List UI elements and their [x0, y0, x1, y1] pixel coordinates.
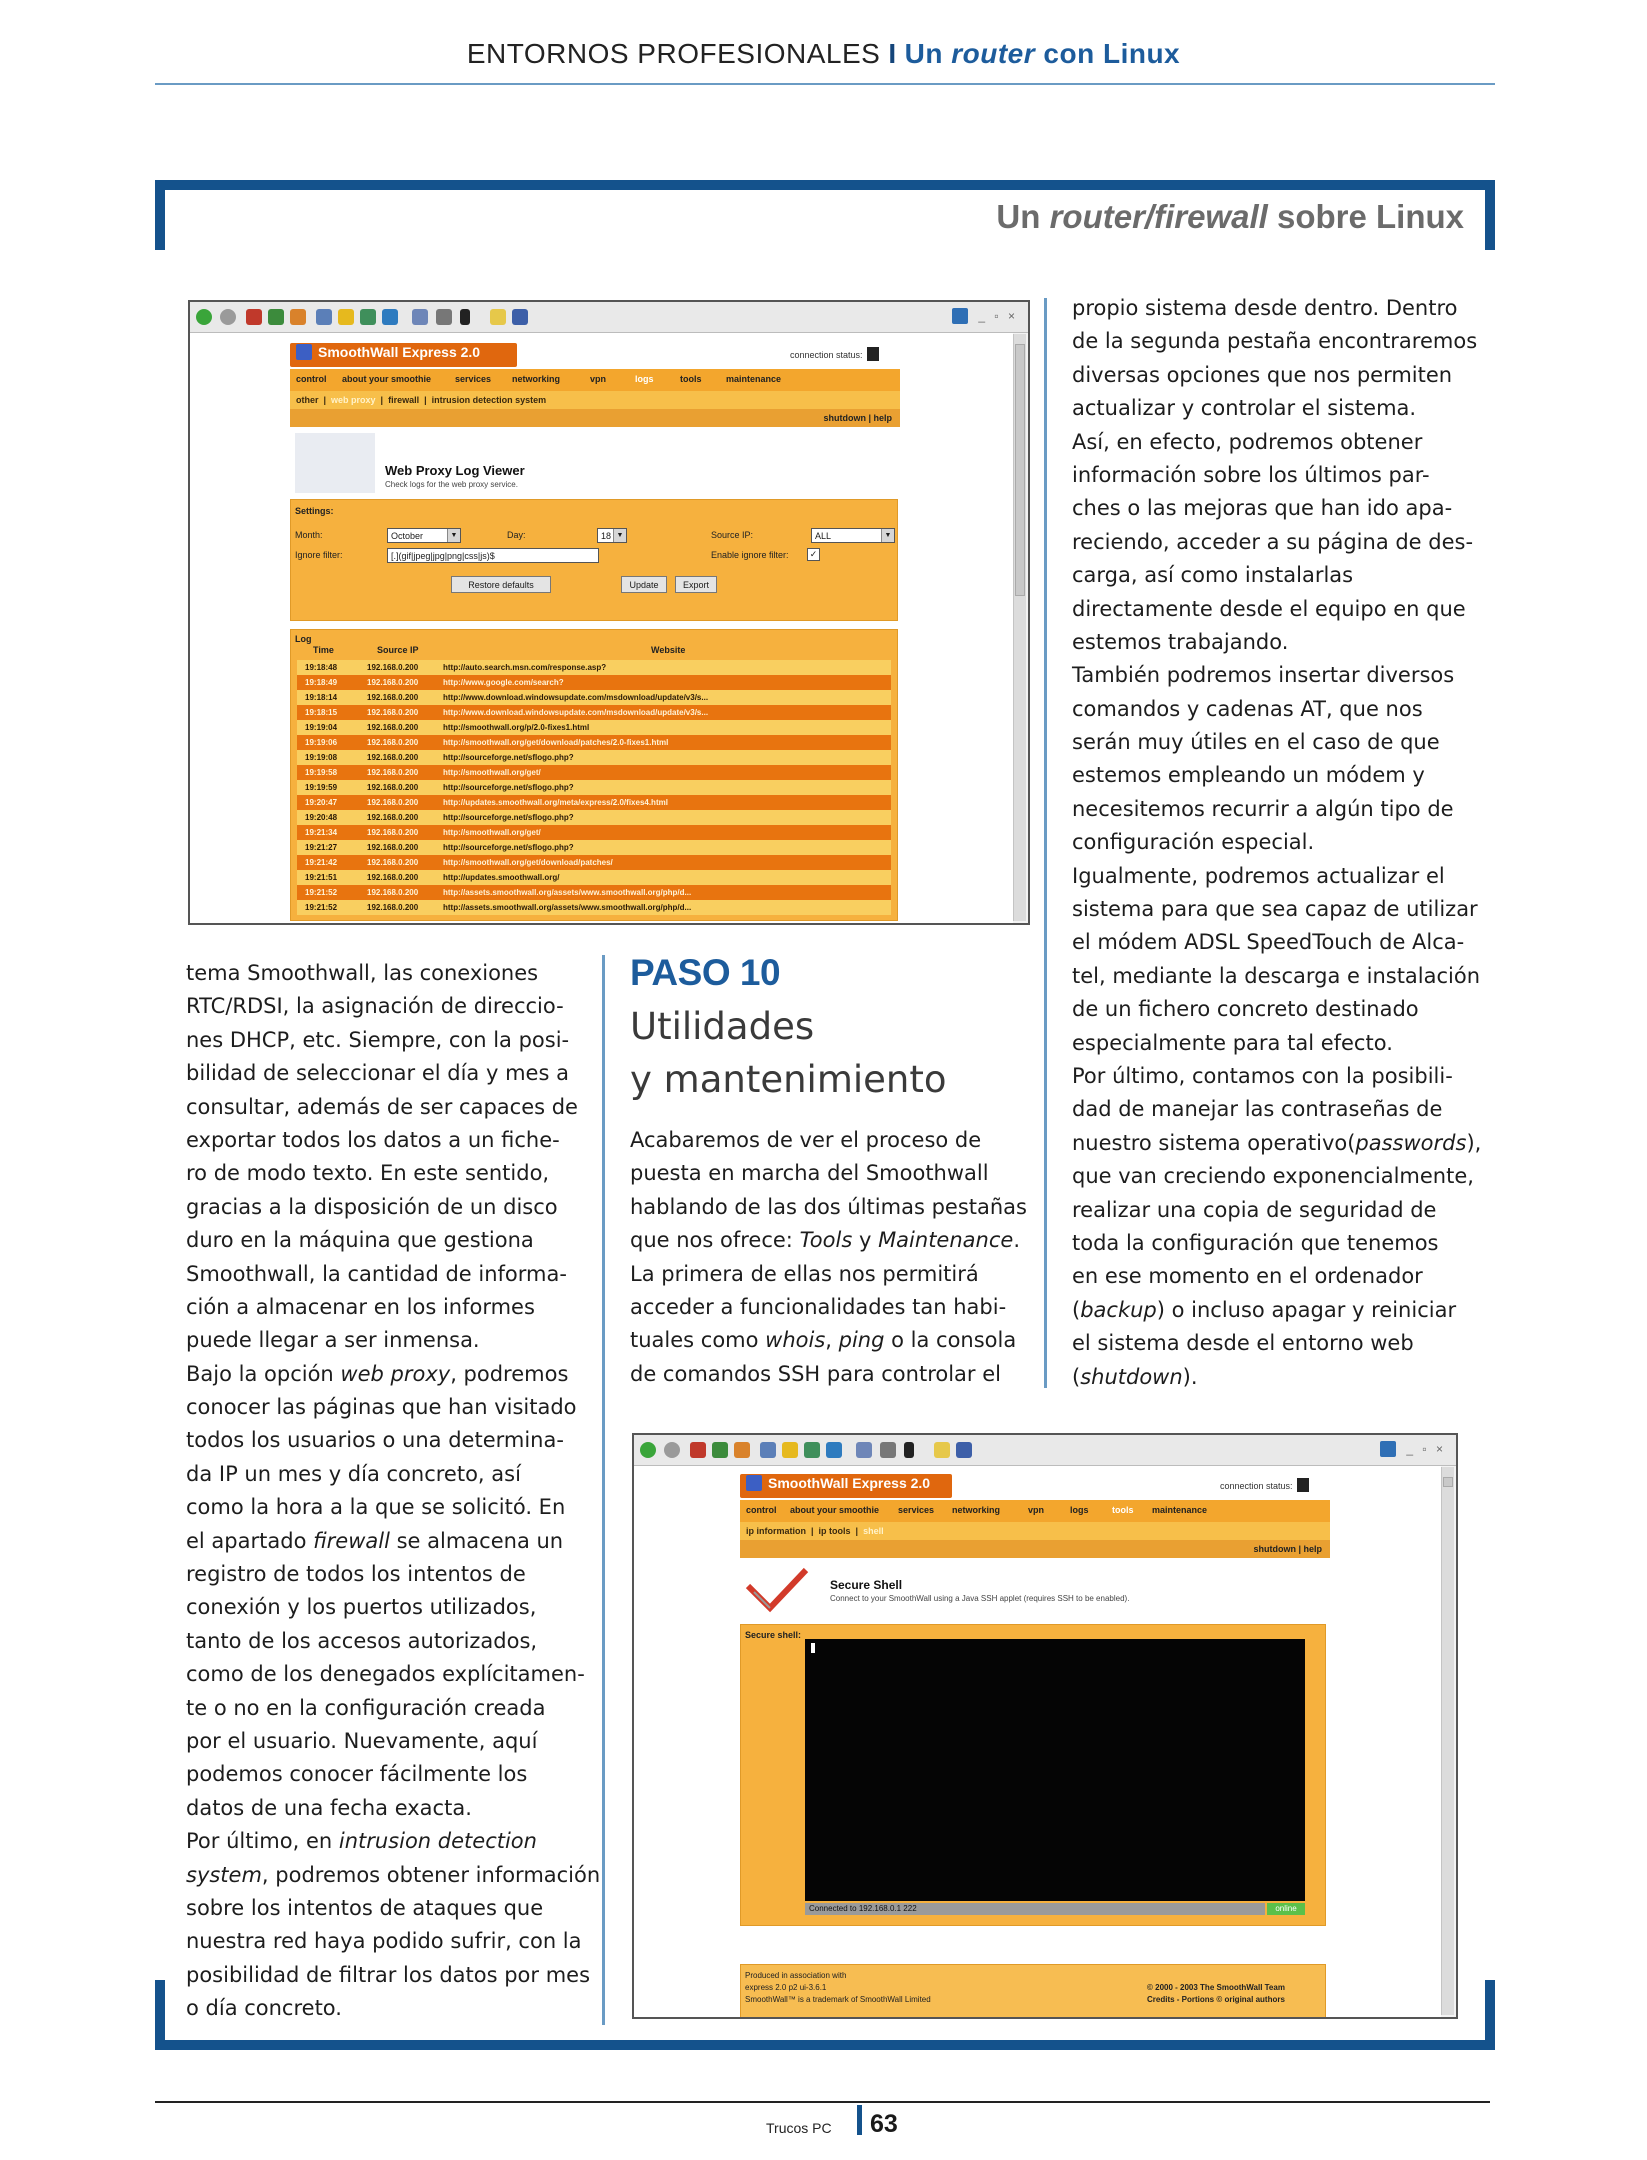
- step-title: [630, 1000, 947, 1106]
- log-cell-site[interactable]: http://smoothwall.org/get/download/patches/2.0-fixes1.html: [443, 738, 669, 747]
- log-cell-time: 19:20:48: [305, 813, 338, 822]
- header-title-part2: router: [951, 38, 1036, 69]
- smoothwall-brand: SmoothWall Express 2.0: [290, 343, 517, 367]
- log-cell-site[interactable]: http://sourceforge.net/sflogo.php?: [443, 753, 574, 762]
- log-viewer-illustration: [295, 433, 375, 493]
- text-line: Bajo la opción web proxy, podremos: [186, 1361, 569, 1386]
- tab-logs[interactable]: logs: [635, 374, 654, 384]
- log-cell-site[interactable]: http://www.download.windowsupdate.com/msdownload/update/v3/s...: [443, 708, 709, 717]
- text-line: estemos trabajando.: [1072, 629, 1289, 654]
- stop-icon[interactable]: [690, 1442, 706, 1458]
- column-divider-left: [602, 955, 605, 2025]
- text-line: Acabaremos de ver el proceso de: [630, 1128, 982, 1152]
- day-select[interactable]: 18 ▼: [597, 528, 627, 543]
- chevron-down-icon: ▼: [613, 529, 626, 542]
- text-line: sobre los intentos de ataques que: [186, 1895, 544, 1920]
- log-table-row: [297, 885, 891, 900]
- header-title-part1: Un: [904, 38, 943, 69]
- text-line: tema Smoothwall, las conexiones: [186, 961, 539, 985]
- media-icon[interactable]: [804, 1442, 820, 1458]
- log-cell-ip: 192.168.0.200: [367, 693, 419, 702]
- tab-vpn[interactable]: vpn: [1028, 1505, 1045, 1515]
- text-line: todos los usuarios o una determina-: [186, 1428, 564, 1453]
- log-cell-site[interactable]: http://updates.smoothwall.org/meta/express/2.0/fixes4.html: [443, 798, 668, 807]
- subnav-web-proxy[interactable]: web proxy: [331, 395, 376, 405]
- log-cell-ip: 192.168.0.200: [367, 798, 419, 807]
- log-cell-site[interactable]: http://www.google.com/search?: [443, 678, 564, 687]
- media-icon[interactable]: [360, 309, 376, 325]
- edit-icon[interactable]: [460, 309, 470, 325]
- scrollbar-thumb[interactable]: [1015, 344, 1025, 596]
- step-number: PASO 10: [630, 952, 781, 993]
- log-cell-site[interactable]: http://sourceforge.net/sflogo.php?: [443, 813, 574, 822]
- log-table-row: [297, 855, 891, 870]
- box-title-part2: router/firewall: [1049, 198, 1268, 235]
- source-ip-select[interactable]: ALL ▼: [811, 528, 895, 543]
- log-cell-site[interactable]: http://assets.smoothwall.org/assets/www.smoothwall.org/php/d...: [443, 888, 692, 897]
- log-cell-time: 19:21:52: [305, 888, 338, 897]
- header-title-part3: con Linux: [1043, 38, 1181, 69]
- forward-icon[interactable]: [220, 309, 236, 325]
- log-table-row: [297, 660, 891, 675]
- text-line: como de los denegados explícitamen-: [186, 1662, 585, 1687]
- text-line: de un fichero concreto destinado: [1072, 997, 1419, 1022]
- log-cell-time: 19:19:58: [305, 768, 338, 777]
- middle-text-column: [630, 1124, 1030, 1391]
- text-line: (shutdown).: [1072, 1364, 1198, 1389]
- back-icon[interactable]: [196, 309, 212, 325]
- box-title: [996, 198, 1464, 236]
- tab-networking[interactable]: networking: [512, 374, 561, 384]
- text-line: reciendo, acceder a su página de des-: [1072, 529, 1474, 554]
- text-line: dad de manejar las contraseñas de: [1072, 1097, 1443, 1122]
- log-table-row: [297, 690, 891, 705]
- text-line: acceder a funcionalidades tan habi-: [630, 1294, 1007, 1319]
- text-line: comandos y cadenas AT, que nos: [1072, 696, 1423, 721]
- text-line: da IP un mes y día concreto, así: [186, 1461, 521, 1486]
- text-line: de comandos SSH para controlar el: [630, 1361, 1001, 1386]
- log-cell-time: 19:21:51: [305, 873, 338, 882]
- update-button[interactable]: Update: [621, 576, 667, 593]
- text-line: el sistema desde el entorno web: [1072, 1331, 1414, 1356]
- log-cell-site[interactable]: http://sourceforge.net/sflogo.php?: [443, 843, 574, 852]
- text-line: conocer las páginas que han visitado: [186, 1395, 577, 1420]
- tab-logs[interactable]: logs: [1070, 1505, 1089, 1515]
- column-divider-right: [1044, 298, 1047, 1388]
- text-line: diversas opciones que nos permiten: [1072, 362, 1453, 387]
- log-cell-time: 19:18:15: [305, 708, 338, 717]
- text-line: te o no en la configuración creada: [186, 1695, 546, 1720]
- text-line: Igualmente, podremos actualizar el: [1072, 863, 1445, 888]
- right-text-column: [1072, 292, 1482, 1394]
- text-line: sistema para que sea capaz de utilizar: [1072, 897, 1478, 922]
- text-line: serán muy útiles en el caso de que: [1072, 730, 1440, 755]
- log-cell-time: 19:19:08: [305, 753, 338, 762]
- text-line: carga, así como instalarlas: [1072, 563, 1354, 588]
- ignore-filter-label: Ignore filter:: [295, 550, 343, 560]
- frame-top-border: [155, 180, 1495, 190]
- text-line: o día concreto.: [186, 1996, 342, 2021]
- col-header-source-ip: Source IP: [377, 645, 419, 655]
- text-line: de la segunda pestaña encontraremos: [1072, 329, 1478, 354]
- log-cell-time: 19:20:47: [305, 798, 338, 807]
- text-line: realizar una copia de seguridad de: [1072, 1197, 1437, 1222]
- folder-icon[interactable]: [934, 1442, 950, 1458]
- search-icon[interactable]: [760, 1442, 776, 1458]
- forward-icon[interactable]: [664, 1442, 680, 1458]
- text-line: que van creciendo exponencialmente,: [1072, 1164, 1474, 1189]
- log-cell-ip: 192.168.0.200: [367, 828, 419, 837]
- home-icon[interactable]: [734, 1442, 750, 1458]
- subnav-shell[interactable]: shell: [863, 1526, 884, 1536]
- frame-right-top-corner: [1485, 180, 1495, 250]
- smoothwall-logo-icon: [746, 1475, 762, 1491]
- ssh-connection-status: Connected to 192.168.0.1 222: [805, 1903, 1265, 1915]
- browser-toolbar: [634, 1435, 1456, 1466]
- smoothwall-page: [634, 1466, 1441, 2017]
- folder-icon[interactable]: [490, 309, 506, 325]
- log-table-row: [297, 900, 891, 915]
- screenshot-secure-shell: [632, 1433, 1458, 2019]
- text-line: tuales como whois, ping o la consola: [630, 1328, 1017, 1353]
- tab-services[interactable]: services: [455, 374, 492, 384]
- ssh-terminal[interactable]: [805, 1639, 1305, 1901]
- text-line: La primera de ellas nos permitirá: [630, 1261, 979, 1286]
- footer-version: express 2.0 p2 ui-3.6.1: [745, 1983, 827, 1992]
- footer-trademark: SmoothWall™ is a trademark of SmoothWall Limited: [745, 1995, 931, 2004]
- log-cell-time: 19:21:42: [305, 858, 338, 867]
- chevron-down-icon: ▼: [881, 529, 894, 542]
- log-table-row: [297, 810, 891, 825]
- history-icon[interactable]: [826, 1442, 842, 1458]
- text-line: podemos conocer fácilmente los: [186, 1762, 528, 1787]
- log-cell-time: 19:21:27: [305, 843, 338, 852]
- screenshot-web-proxy-log: [188, 300, 1030, 925]
- text-line: información sobre los últimos par-: [1072, 462, 1430, 487]
- log-cell-ip: 192.168.0.200: [367, 708, 419, 717]
- text-line: el apartado firewall se almacena un: [186, 1528, 564, 1553]
- connection-status-icon: [1297, 1478, 1309, 1492]
- tab-networking[interactable]: networking: [952, 1505, 1001, 1515]
- log-table-row: [297, 735, 891, 750]
- text-line: RTC/RDSI, la asignación de direccio-: [186, 994, 564, 1019]
- favorites-icon[interactable]: [338, 309, 354, 325]
- tab-about[interactable]: about your smoothie: [790, 1505, 880, 1515]
- refresh-icon[interactable]: [268, 309, 284, 325]
- print-icon[interactable]: [436, 309, 452, 325]
- back-icon[interactable]: [640, 1442, 656, 1458]
- tab-vpn[interactable]: vpn: [590, 374, 607, 384]
- mail-icon[interactable]: [856, 1442, 872, 1458]
- log-table-row: [297, 780, 891, 795]
- terminal-cursor: [811, 1643, 815, 1653]
- left-text-column: [186, 957, 601, 2026]
- shutdown-help[interactable]: shutdown | help: [740, 1540, 1330, 1558]
- tab-tools[interactable]: tools: [680, 374, 702, 384]
- connection-status-icon: [867, 347, 879, 361]
- enable-ignore-label: Enable ignore filter:: [711, 550, 789, 560]
- log-table-row: [297, 675, 891, 690]
- tab-services[interactable]: services: [898, 1505, 935, 1515]
- text-line: propio sistema desde dentro. Dentro: [1072, 296, 1458, 320]
- footer-credits: Credits - Portions © original authors: [1147, 1995, 1285, 2004]
- chevron-down-icon: ▼: [447, 529, 460, 542]
- tab-about[interactable]: about your smoothie: [342, 374, 432, 384]
- text-line: ro de modo texto. En este sentido,: [186, 1161, 550, 1186]
- window-controls[interactable]: _ ▫ ×: [978, 309, 1018, 323]
- tab-control[interactable]: control: [296, 374, 327, 384]
- subnav-ip-tools[interactable]: ip tools: [818, 1526, 851, 1536]
- tab-maintenance[interactable]: maintenance: [1152, 1505, 1208, 1515]
- month-label: Month:: [295, 530, 323, 540]
- header-rule: [155, 83, 1495, 85]
- text-line: Por último, contamos con la posibili-: [1072, 1063, 1453, 1088]
- text-line: como la hora a la que se solicitó. En: [186, 1495, 566, 1520]
- text-line: datos de una fecha exacta.: [186, 1795, 472, 1820]
- text-line: hablando de las dos últimas pestañas: [630, 1194, 1027, 1219]
- smoothwall-brand: SmoothWall Express 2.0: [740, 1474, 952, 1498]
- log-cell-ip: 192.168.0.200: [367, 813, 419, 822]
- log-cell-site[interactable]: http://smoothwall.org/get/download/patches/: [443, 858, 613, 867]
- refresh-icon[interactable]: [712, 1442, 728, 1458]
- month-select[interactable]: October ▼: [387, 528, 461, 543]
- shell-label: Secure shell:: [745, 1630, 802, 1640]
- log-table-row: [297, 840, 891, 855]
- text-line: (backup) o incluso apagar y reiniciar: [1072, 1297, 1457, 1322]
- ssh-online-badge: online: [1267, 1903, 1305, 1915]
- log-table-row: [297, 870, 891, 885]
- mail-icon[interactable]: [412, 309, 428, 325]
- log-table-row: [297, 750, 891, 765]
- log-cell-time: 19:21:52: [305, 903, 338, 912]
- tab-tools[interactable]: tools: [1112, 1505, 1134, 1515]
- box-title-part1: Un: [996, 198, 1041, 235]
- log-cell-time: 19:21:34: [305, 828, 338, 837]
- export-button[interactable]: Export: [675, 576, 717, 593]
- subnav-ip-information[interactable]: ip information: [746, 1526, 806, 1536]
- log-cell-ip: 192.168.0.200: [367, 903, 419, 912]
- page-subtitle: Connect to your SmoothWall using a Java SSH applet (requires SSH to be enabled).: [830, 1594, 1130, 1603]
- step-title-line2: y mantenimiento: [630, 1058, 947, 1101]
- text-line: estemos empleando un módem y: [1072, 763, 1425, 788]
- home-icon[interactable]: [290, 309, 306, 325]
- footer-rule: [155, 2101, 1490, 2103]
- text-line: duro en la máquina que gestiona: [186, 1228, 534, 1253]
- window-controls[interactable]: _ ▫ ×: [1406, 1442, 1446, 1456]
- col-header-website: Website: [651, 645, 686, 655]
- frame-left-bottom-corner: [155, 1980, 165, 2050]
- secure-shell-logo-icon: [744, 1564, 814, 1618]
- ignore-filter-input[interactable]: [.](gif|jpeg|jpg|png|css|js)$: [387, 548, 599, 563]
- text-line: bilidad de seleccionar el día y mes a: [186, 1061, 569, 1086]
- shell-panel: [740, 1624, 1326, 1926]
- running-header: [0, 38, 1647, 70]
- log-cell-site[interactable]: http://updates.smoothwall.org/: [443, 873, 560, 882]
- text-line: tanto de los accesos autorizados,: [186, 1628, 538, 1653]
- log-cell-site[interactable]: http://www.download.windowsupdate.com/msdownload/update/v3/s...: [443, 693, 709, 702]
- text-line: ches o las mejoras que han ido apa-: [1072, 496, 1453, 521]
- log-cell-ip: 192.168.0.200: [367, 678, 419, 687]
- log-cell-ip: 192.168.0.200: [367, 843, 419, 852]
- subnav-other[interactable]: other: [296, 395, 319, 405]
- text-line: el módem ADSL SpeedTouch de Alca-: [1072, 930, 1465, 955]
- text-line: conexión y los puertos utilizados,: [186, 1595, 537, 1620]
- edit-icon[interactable]: [904, 1442, 914, 1458]
- text-line: Smoothwall, la cantidad de informa-: [186, 1261, 567, 1286]
- text-line: puesta en marcha del Smoothwall: [630, 1161, 989, 1186]
- box-title-part3: sobre Linux: [1276, 198, 1464, 235]
- log-table-row: [297, 720, 891, 735]
- scrollbar-thumb[interactable]: [1443, 1477, 1453, 1487]
- log-cell-site[interactable]: http://smoothwall.org/get/: [443, 768, 541, 777]
- log-cell-time: 19:18:14: [305, 693, 338, 702]
- log-cell-time: 19:19:04: [305, 723, 338, 732]
- text-line: que nos ofrece: Tools y Maintenance.: [630, 1228, 1020, 1253]
- text-line: directamente desde el equipo en que: [1072, 596, 1466, 621]
- text-line: Por último, en intrusion detection: [186, 1829, 537, 1854]
- log-cell-ip: 192.168.0.200: [367, 768, 419, 777]
- text-line: También podremos insertar diversos: [1072, 663, 1455, 688]
- text-line: registro de todos los intentos de: [186, 1562, 526, 1587]
- smoothwall-subnav: other | web proxy | firewall | intrusion detection system: [290, 391, 900, 409]
- text-line: ción a almacenar en los informes: [186, 1294, 535, 1319]
- log-cell-ip: 192.168.0.200: [367, 738, 419, 747]
- page-title: Web Proxy Log Viewer: [385, 463, 525, 478]
- page-footer: [740, 1964, 1326, 2018]
- log-cell-ip: 192.168.0.200: [367, 873, 419, 882]
- messenger-icon[interactable]: [956, 1442, 972, 1458]
- text-line: system, podremos obtener información: [186, 1862, 601, 1887]
- section-name: ENTORNOS PROFESIONALES: [466, 38, 881, 69]
- text-line: configuración especial.: [1072, 830, 1315, 855]
- enable-ignore-checkbox[interactable]: ✓: [807, 548, 820, 561]
- log-cell-site[interactable]: http://sourceforge.net/sflogo.php?: [443, 783, 574, 792]
- log-cell-ip: 192.168.0.200: [367, 858, 419, 867]
- text-line: posibilidad de filtrar los datos por mes: [186, 1962, 591, 1987]
- connection-status: connection status:: [1220, 1478, 1309, 1492]
- windows-logo-icon: [952, 308, 968, 324]
- connection-status: connection status:: [790, 347, 879, 361]
- text-line: tel, mediante la descarga e instalación: [1072, 963, 1481, 988]
- restore-defaults-button[interactable]: Restore defaults: [451, 576, 551, 593]
- smoothwall-tabs: [290, 369, 900, 391]
- text-line: en ese momento en el ordenador: [1072, 1264, 1423, 1289]
- favorites-icon[interactable]: [782, 1442, 798, 1458]
- vertical-scrollbar[interactable]: [1013, 334, 1026, 921]
- log-cell-time: 19:19:59: [305, 783, 338, 792]
- log-cell-ip: 192.168.0.200: [367, 663, 419, 672]
- smoothwall-subnav: ip information | ip tools | shell: [740, 1522, 1330, 1540]
- vertical-scrollbar[interactable]: [1441, 1467, 1454, 2015]
- source-ip-label: Source IP:: [711, 530, 754, 540]
- text-line: nes DHCP, etc. Siempre, con la posi-: [186, 1027, 570, 1052]
- log-table-row: [297, 795, 891, 810]
- log-cell-ip: 192.168.0.200: [367, 753, 419, 762]
- frame-right-bottom-corner: [1485, 1980, 1495, 2050]
- text-line: nuestro sistema operativo(passwords),: [1072, 1130, 1482, 1155]
- log-cell-time: 19:18:49: [305, 678, 338, 687]
- log-label: Log: [295, 634, 312, 644]
- log-cell-ip: 192.168.0.200: [367, 723, 419, 732]
- tab-control[interactable]: control: [746, 1505, 777, 1515]
- settings-label: Settings:: [295, 506, 334, 516]
- frame-bottom-border: [155, 2040, 1495, 2050]
- browser-toolbar: [190, 302, 1028, 333]
- log-cell-site[interactable]: http://assets.smoothwall.org/assets/www.smoothwall.org/php/d...: [443, 903, 692, 912]
- log-cell-time: 19:19:06: [305, 738, 338, 747]
- settings-panel: [290, 499, 898, 621]
- text-line: necesitemos recurrir a algún tipo de: [1072, 796, 1454, 821]
- text-line: actualizar y controlar el sistema.: [1072, 396, 1417, 421]
- log-cell-site[interactable]: http://smoothwall.org/get/: [443, 828, 541, 837]
- history-icon[interactable]: [382, 309, 398, 325]
- tab-maintenance[interactable]: maintenance: [726, 374, 782, 384]
- log-cell-ip: 192.168.0.200: [367, 888, 419, 897]
- text-line: nuestra red haya podido sufrir, con la: [186, 1929, 582, 1954]
- search-icon[interactable]: [316, 309, 332, 325]
- windows-logo-icon: [1380, 1441, 1396, 1457]
- stop-icon[interactable]: [246, 309, 262, 325]
- messenger-icon[interactable]: [512, 309, 528, 325]
- print-icon[interactable]: [880, 1442, 896, 1458]
- step-title-line1: Utilidades: [630, 1005, 815, 1048]
- log-cell-time: 19:18:48: [305, 663, 338, 672]
- log-table-row: [297, 765, 891, 780]
- footer-source: Trucos PC: [766, 2120, 832, 2136]
- header-separator: I: [888, 38, 897, 69]
- log-panel: [290, 629, 898, 921]
- footer-accent-bar: [857, 2105, 862, 2135]
- footer-copyright: © 2000 - 2003 The SmoothWall Team: [1147, 1983, 1285, 1992]
- day-label: Day:: [507, 530, 526, 540]
- text-line: gracias a la disposición de un disco: [186, 1194, 558, 1219]
- log-cell-site[interactable]: http://smoothwall.org/p/2.0-fixes1.html: [443, 723, 590, 732]
- log-cell-ip: 192.168.0.200: [367, 783, 419, 792]
- text-line: toda la configuración que tenemos: [1072, 1230, 1439, 1255]
- footer-produced: Produced in association with: [745, 1971, 847, 1980]
- log-table-row: [297, 705, 891, 720]
- page-subtitle: Check logs for the web proxy service.: [385, 480, 518, 489]
- frame-left-top-corner: [155, 180, 165, 250]
- smoothwall-tabs: [740, 1500, 1330, 1522]
- text-line: puede llegar a ser inmensa.: [186, 1328, 480, 1353]
- text-line: exportar todos los datos a un fiche-: [186, 1127, 560, 1152]
- smoothwall-page: [190, 333, 1013, 923]
- log-cell-site[interactable]: http://auto.search.msn.com/response.asp?: [443, 663, 607, 672]
- page-number: 63: [870, 2110, 898, 2138]
- smoothwall-logo-icon: [296, 344, 312, 360]
- subnav-ids[interactable]: intrusion detection system: [431, 395, 547, 405]
- page-title: Secure Shell: [830, 1578, 903, 1592]
- text-line: Así, en efecto, podremos obtener: [1072, 429, 1423, 454]
- text-line: por el usuario. Nuevamente, aquí: [186, 1728, 538, 1753]
- text-line: especialmente para tal efecto.: [1072, 1030, 1393, 1055]
- shutdown-help[interactable]: shutdown | help: [290, 409, 900, 427]
- text-line: consultar, además de ser capaces de: [186, 1094, 578, 1119]
- log-table-row: [297, 825, 891, 840]
- subnav-firewall[interactable]: firewall: [388, 395, 420, 405]
- col-header-time: Time: [313, 645, 334, 655]
